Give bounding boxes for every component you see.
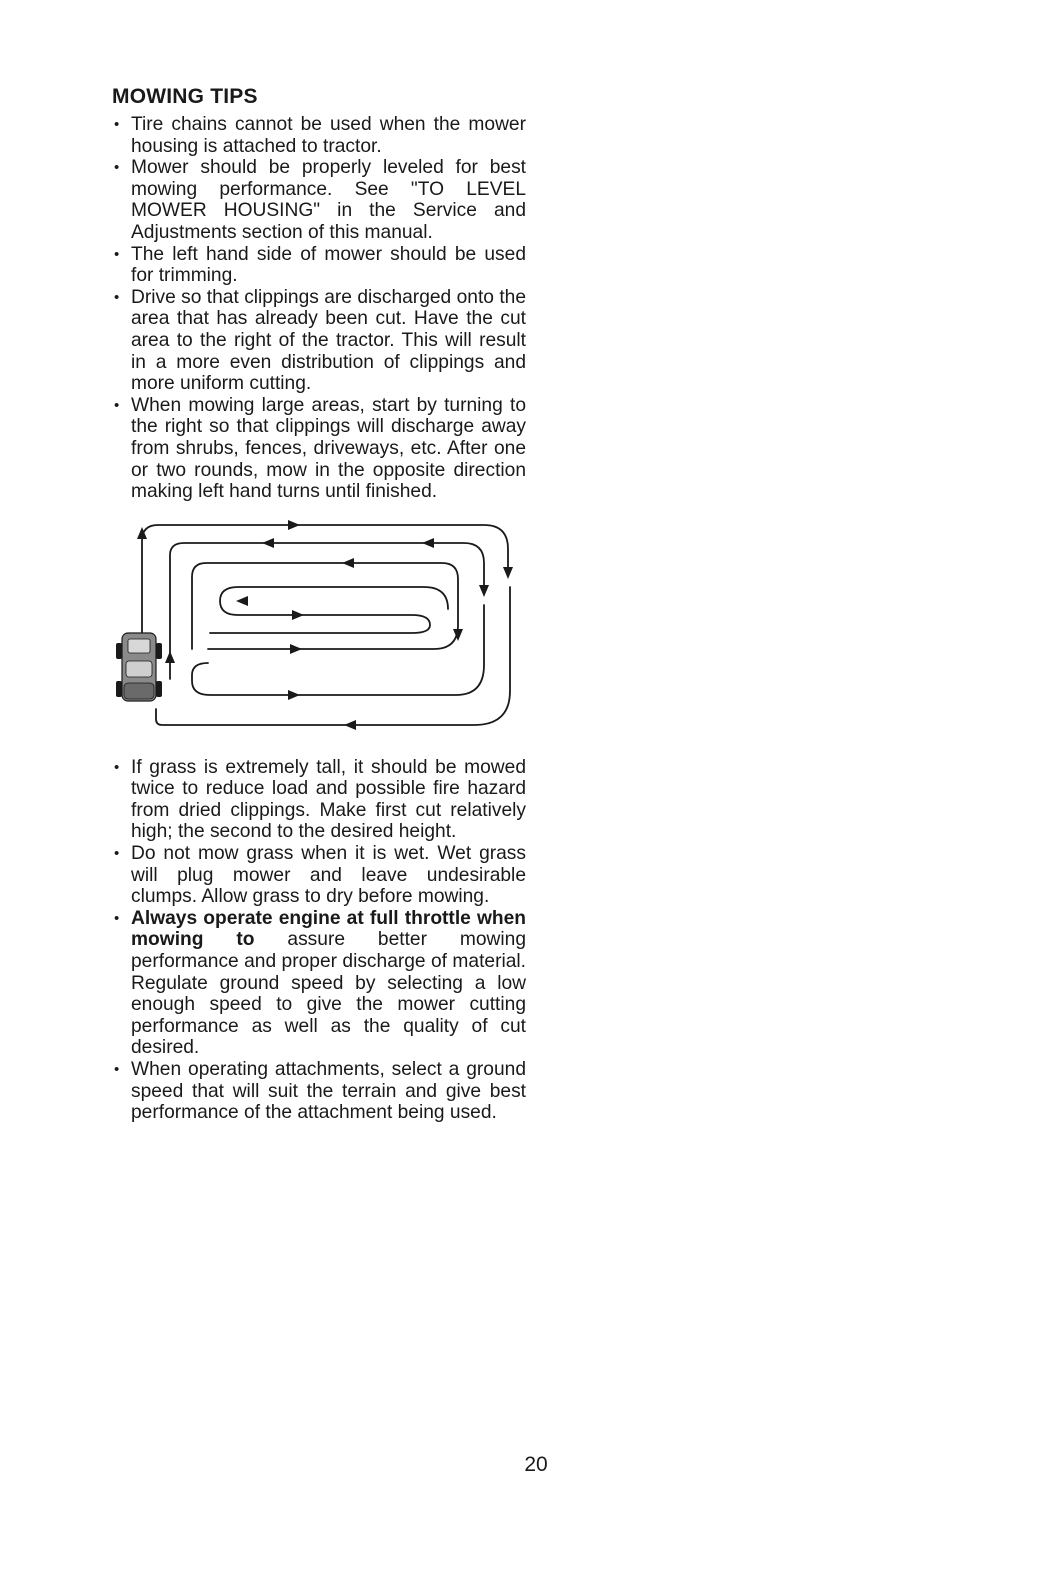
mowing-pattern-diagram (112, 513, 526, 741)
tips-list-top (112, 114, 526, 503)
tip-full-throttle-text: assure better mowing performance and proper discharge of material. Regulate ground speed by selecting a low enough speed to give the mower cutting performance as well as the quality of cut desired. (131, 929, 526, 1059)
tips-list-bottom (112, 757, 526, 1124)
tip-tall-grass: • If grass is extremely tall, it should be mowed twice to reduce load and possible fire hazard from dried clippings. Make first cut relatively high; the second to the desired height. (112, 757, 526, 843)
tip-wet-grass: • Do not mow grass when it is wet. Wet grass will plug mower and leave undesirable clumps. Allow grass to dry before mowing. (112, 843, 526, 908)
tip-full-throttle-bold: Always operate engine at full throttle when mowing to (131, 907, 526, 951)
tip-level-mower: • Mower should be properly leveled for best mowing performance. See "TO LEVEL MOWER HOUSING" in the Service and Adjustments section of this manual. (112, 157, 526, 243)
tip-tire-chains: • Tire chains cannot be used when the mower housing is attached to tractor. (112, 114, 526, 157)
tip-full-throttle (112, 908, 526, 1059)
section-heading: MOWING TIPS (112, 85, 258, 108)
tip-large-areas: • When mowing large areas, start by turning to the right so that clippings will discharge away from shrubs, fences, driveways, etc. After one or two rounds, mow in the opposite direction making left hand turns until finished. (112, 395, 526, 503)
outer-right-path (156, 587, 510, 725)
ring-3 (192, 563, 458, 649)
tip-discharge-direction: • Drive so that clippings are discharged onto the area that has already been cut. Have the cut area to the right of the tractor. This will result in a more even distribution of clippings and more uniform cutting. (112, 287, 526, 395)
ring-2-right (192, 605, 484, 695)
tip-attachments: • When operating attachments, select a ground speed that will suit the terrain and give best performance of the attachment being used. (112, 1059, 526, 1124)
page-number: 20 (524, 1453, 548, 1476)
tractor-icon (116, 633, 162, 701)
arrow-icon (137, 520, 513, 730)
tip-trimming: • The left hand side of mower should be used for trimming. (112, 244, 526, 287)
ring-4 (210, 587, 448, 633)
text-column (112, 84, 526, 1124)
